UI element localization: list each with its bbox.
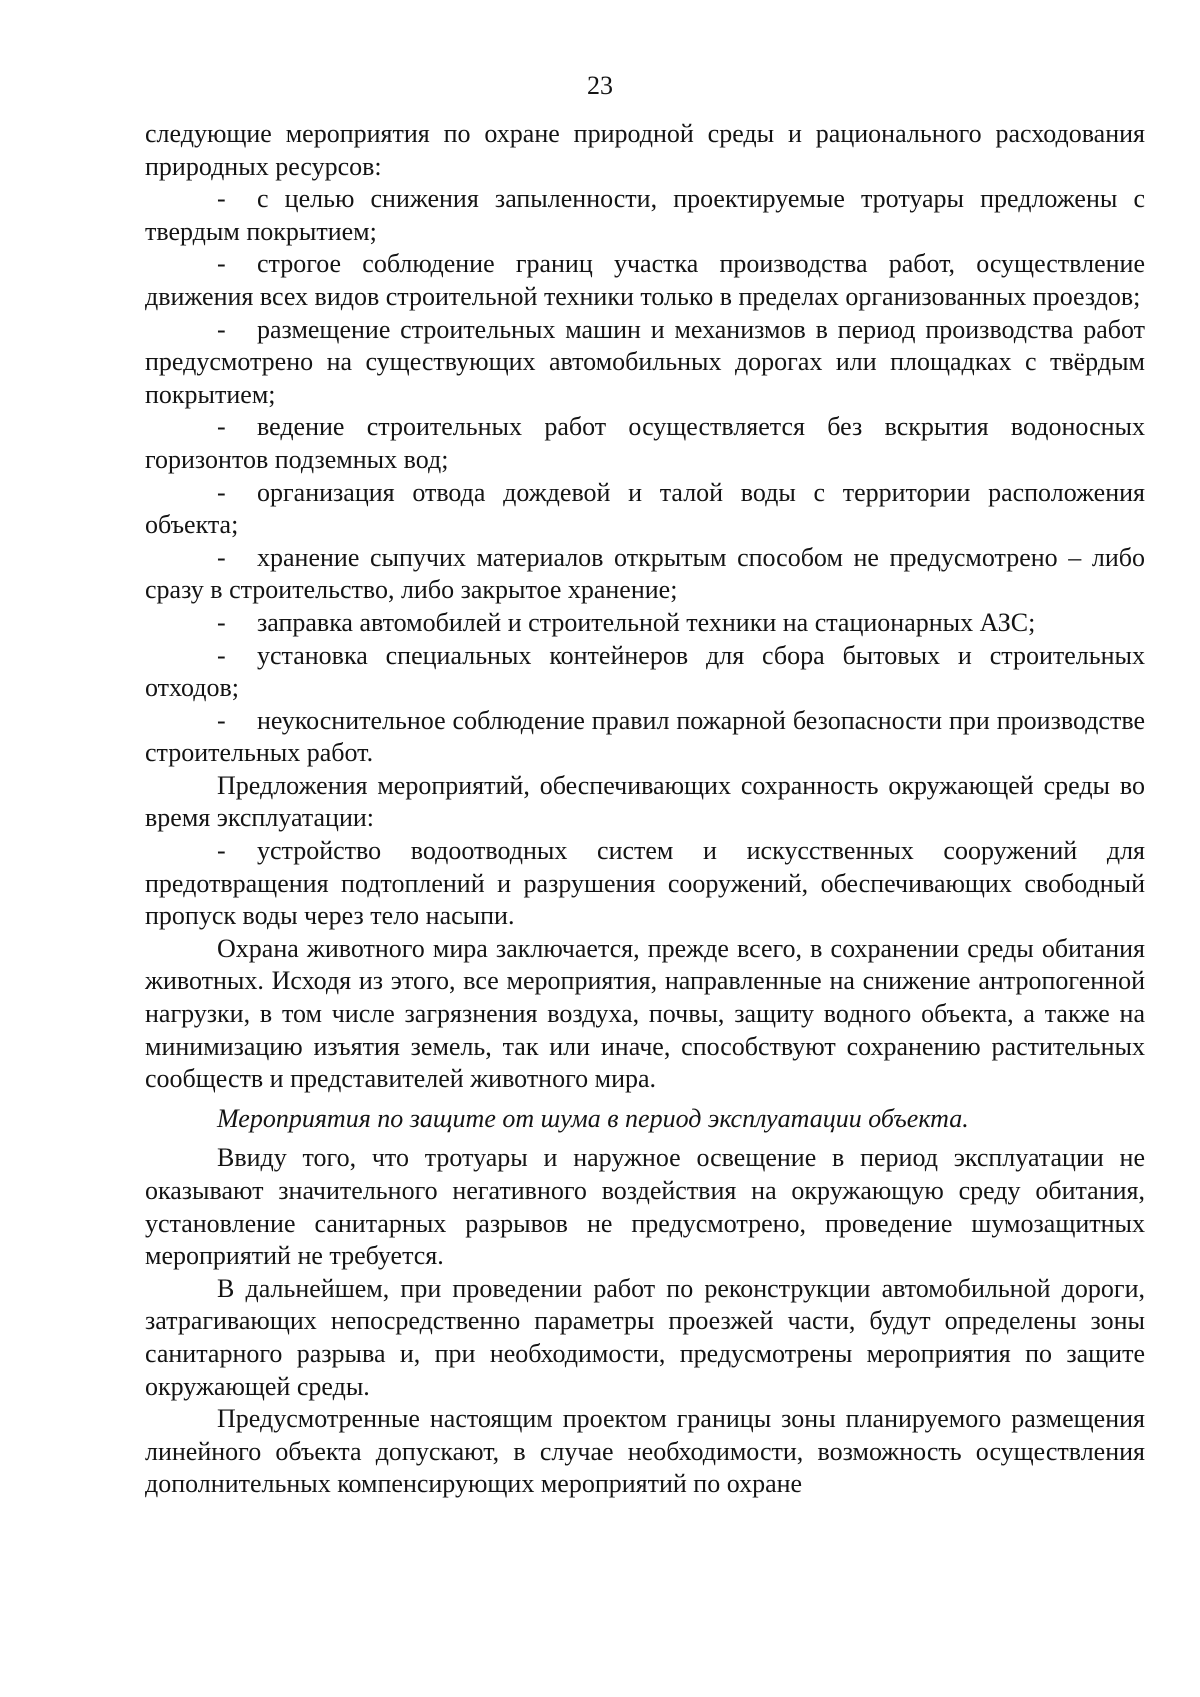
list-item-text: организация отвода дождевой и талой воды с территории расположения объекта; [145, 477, 1145, 540]
document-body [145, 118, 1145, 1501]
dash-marker: - [217, 184, 226, 214]
list-item-text: заправка автомобилей и строительной техники на стационарных АЗС; [257, 607, 1036, 637]
operation-measures-list [145, 835, 1145, 933]
dash-marker: - [217, 314, 226, 344]
list-item [145, 477, 1145, 542]
dash-marker: - [217, 542, 226, 572]
list-item [145, 640, 1145, 705]
list-item [145, 314, 1145, 412]
dash-marker: - [217, 412, 226, 442]
wildlife-paragraph: Охрана животного мира заключается, прежде всего, в сохранении среды обитания животных. Исходя из этого, все мероприятия, направленные на снижение антропогенной нагрузки, в том числе загрязнения воздуха, почвы, защиту водного объекта, а также на минимизацию изъятия земель, так или иначе, способствуют сохранению растительных сообществ и представителей животного мира. [145, 933, 1145, 1094]
noise-paragraph: Ввиду того, что тротуары и наружное освещение в период эксплуатации не оказывают значительного негативного воздействия на окружающую среду обитания, установление санитарных разрывов не предусмотрено, проведение шумозащитных мероприятий не требуется. [145, 1143, 1145, 1271]
noise-section-heading: Мероприятия по защите от шума в период эксплуатации объекта. [217, 1103, 969, 1133]
page-number: 23 [587, 71, 613, 100]
reconstruction-paragraph: В дальнейшем, при проведении работ по реконструкции автомобильной дороги, затрагивающих непосредственно параметры проезжей части, будут определены зоны санитарного разрыва и, при необходимости, предусмотрены мероприятия по защите окружающей среды. [145, 1273, 1145, 1401]
operation-intro-paragraph: Предложения мероприятий, обеспечивающих сохранность окружающей среды во время эксплуатации: [145, 770, 1145, 833]
dash-marker: - [217, 249, 226, 279]
list-item [145, 835, 1145, 933]
list-item [145, 542, 1145, 607]
dash-marker: - [217, 836, 226, 866]
construction-measures-list [145, 183, 1145, 770]
dash-marker: - [217, 705, 226, 735]
list-item [145, 607, 1145, 640]
list-item [145, 248, 1145, 313]
dash-marker: - [217, 607, 226, 637]
boundaries-paragraph: Предусмотренные настоящим проектом границы зоны планируемого размещения линейного объекта допускают, в случае необходимости, возможность осуществления дополнительных компенсирующих мероприятий по охране [145, 1404, 1145, 1499]
list-item-text: хранение сыпучих материалов открытым способом не предусмотрено – либо сразу в строительство, либо закрытое хранение; [145, 542, 1145, 605]
dash-marker: - [217, 640, 226, 670]
list-item-text: установка специальных контейнеров для сбора бытовых и строительных отходов; [145, 640, 1145, 703]
list-item-text: устройство водоотводных систем и искусственных сооружений для предотвращения подтоплений и разрушения сооружений, обеспечивающих свободный пропуск воды через тело насыпи. [145, 836, 1145, 931]
list-item-text: неукоснительное соблюдение правил пожарной безопасности при производстве строительных работ. [145, 705, 1145, 768]
list-item [145, 183, 1145, 248]
list-item [145, 705, 1145, 770]
list-item-text: с целью снижения запыленности, проектируемые тротуары предложены с твердым покрытием; [145, 184, 1145, 246]
list-item-text: строгое соблюдение границ участка производства работ, осуществление движения всех видов строительной техники только в пределах организованных проездов; [145, 249, 1145, 311]
list-item-text: размещение строительных машин и механизмов в период производства работ предусмотрено на существующих автомобильных дорогах или площадках с твёрдым покрытием; [145, 314, 1145, 409]
dash-marker: - [217, 477, 226, 507]
intro-paragraph: следующие мероприятия по охране природной среды и рационального расходования природных ресурсов: [145, 119, 1145, 181]
list-item [145, 411, 1145, 476]
list-item-text: ведение строительных работ осуществляется без вскрытия водоносных горизонтов подземных вод; [145, 412, 1145, 474]
